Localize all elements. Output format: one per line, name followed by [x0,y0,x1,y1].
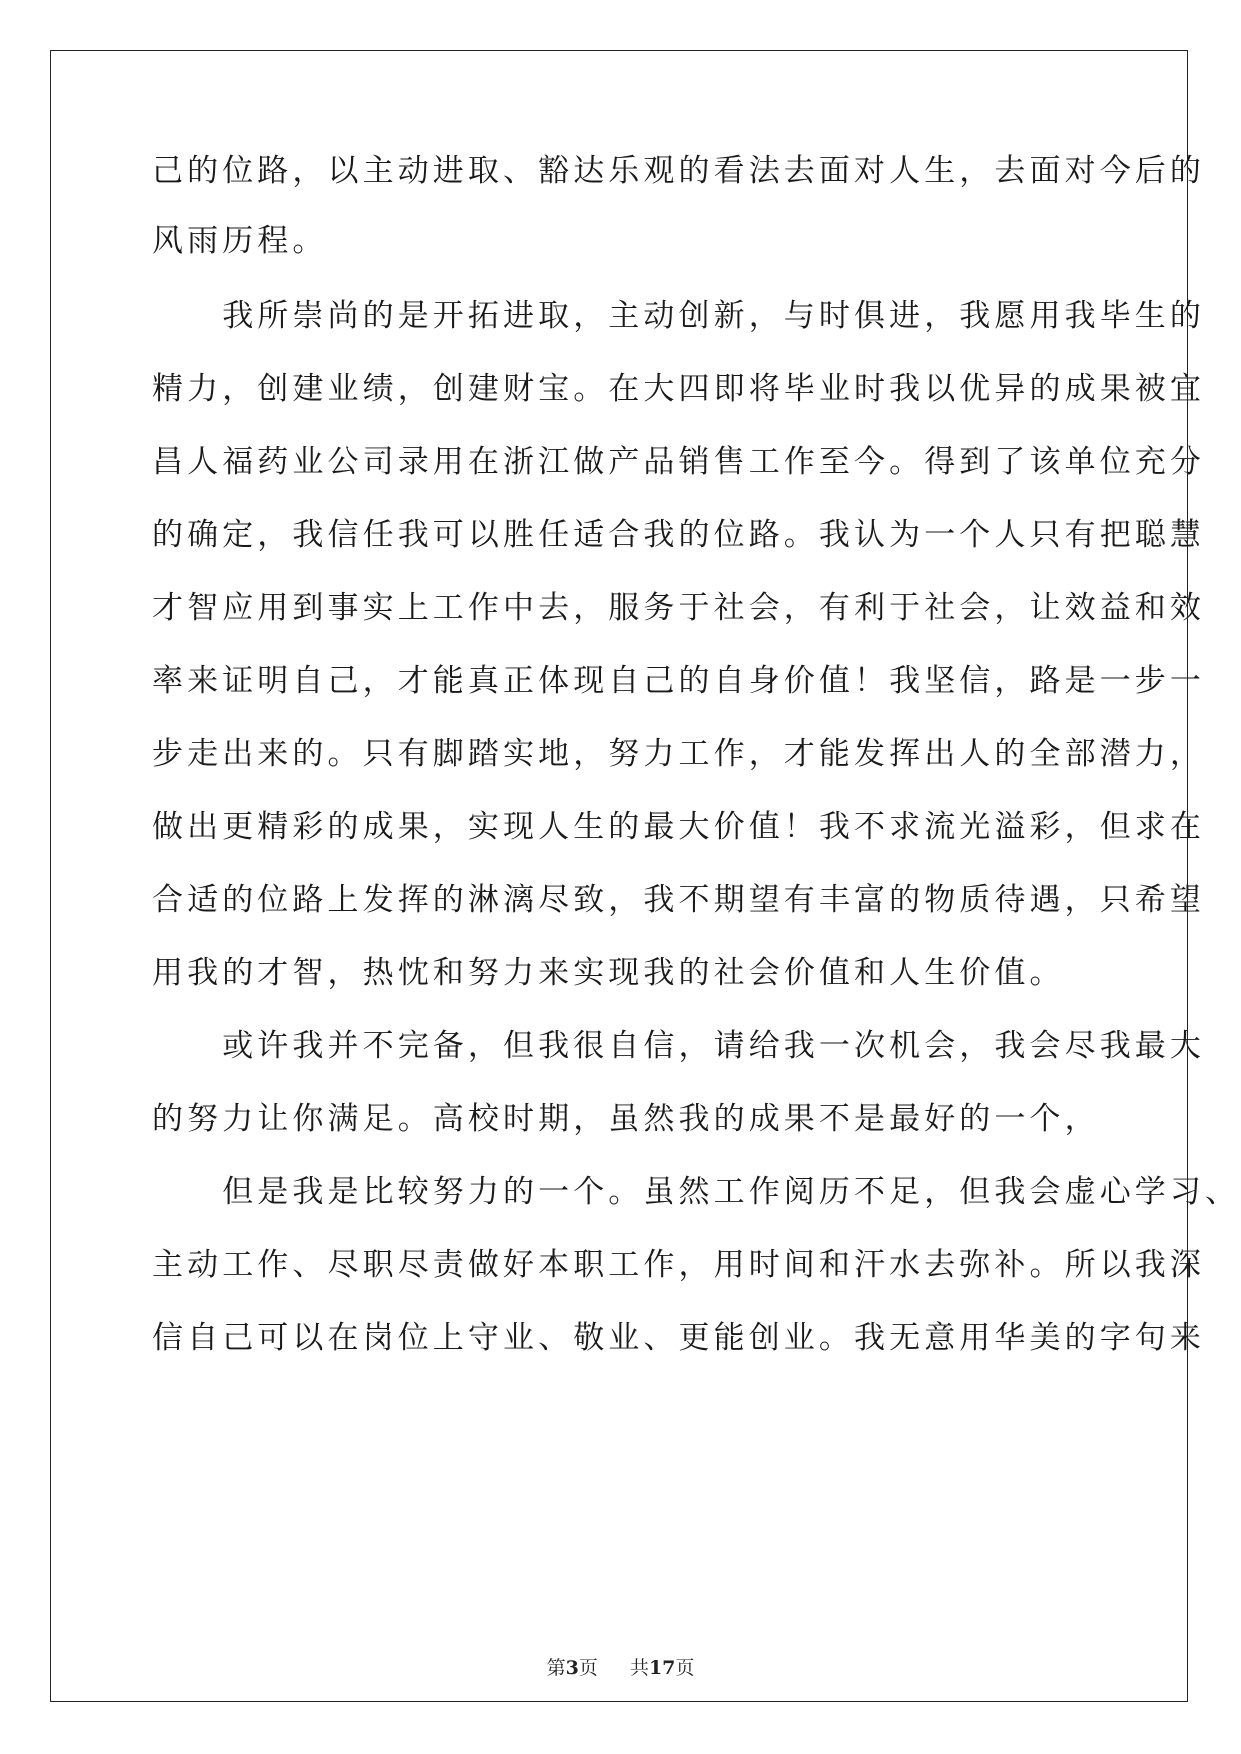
total-prefix: 共 [629,1657,649,1679]
text-line-11: 合适的位路上发挥的淋漓尽致，我不期望有丰富的物质待遇，只希望 [152,882,1205,918]
text-line-9: 步走出来的。只有脚踏实地，努力工作，才能发挥出人的全部潜力， [152,736,1205,772]
page-prefix: 第 [546,1657,566,1679]
text-line-8: 率来证明自己，才能真正体现自己的自身价值！我坚信，路是一步一 [152,663,1205,699]
page-footer [0,1656,1241,1680]
text-line-16: 主动工作、尽职尽责做好本职工作，用时间和汗水去弥补。所以我深 [152,1247,1205,1283]
total-page-count: 17 [648,1657,676,1679]
text-line-2: 风雨历程。 [152,223,328,259]
total-suffix: 页 [675,1657,695,1679]
text-line-6: 的确定，我信任我可以胜任适合我的位路。我认为一个人只有把聪慧 [152,517,1205,553]
page-number-label [547,1657,604,1679]
text-line-3: 我所崇尚的是开拓进取，主动创新，与时俱进，我愿用我毕生的 [152,298,1205,334]
text-line-5: 昌人福药业公司录用在浙江做产品销售工作至今。得到了该单位充分 [152,444,1205,480]
text-line-15: 但是我是比较努力的一个。虽然工作阅历不足，但我会虚心学习、 [152,1174,1241,1210]
page-suffix: 页 [578,1657,598,1679]
text-line-7: 才智应用到事实上工作中去，服务于社会，有利于社会，让效益和效 [152,590,1205,626]
text-line-13: 或许我并不完备，但我很自信，请给我一次机会，我会尽我最大 [152,1028,1205,1064]
page-total-label [624,1657,695,1679]
current-page-number: 3 [565,1657,579,1679]
text-line-17: 信自己可以在岗位上守业、敬业、更能创业。我无意用华美的字句来 [152,1320,1205,1356]
text-line-1: 己的位路，以主动进取、豁达乐观的看法去面对人生，去面对今后的 [152,153,1205,189]
text-line-12: 用我的才智，热忱和努力来实现我的社会价值和人生价值。 [152,955,1065,991]
text-line-4: 精力，创建业绩，创建财宝。在大四即将毕业时我以优异的成果被宜 [152,371,1205,407]
text-line-10: 做出更精彩的成果，实现人生的最大价值！我不求流光溢彩，但求在 [152,809,1205,845]
text-line-14: 的努力让你满足。高校时期，虽然我的成果不是最好的一个， [152,1101,1100,1137]
